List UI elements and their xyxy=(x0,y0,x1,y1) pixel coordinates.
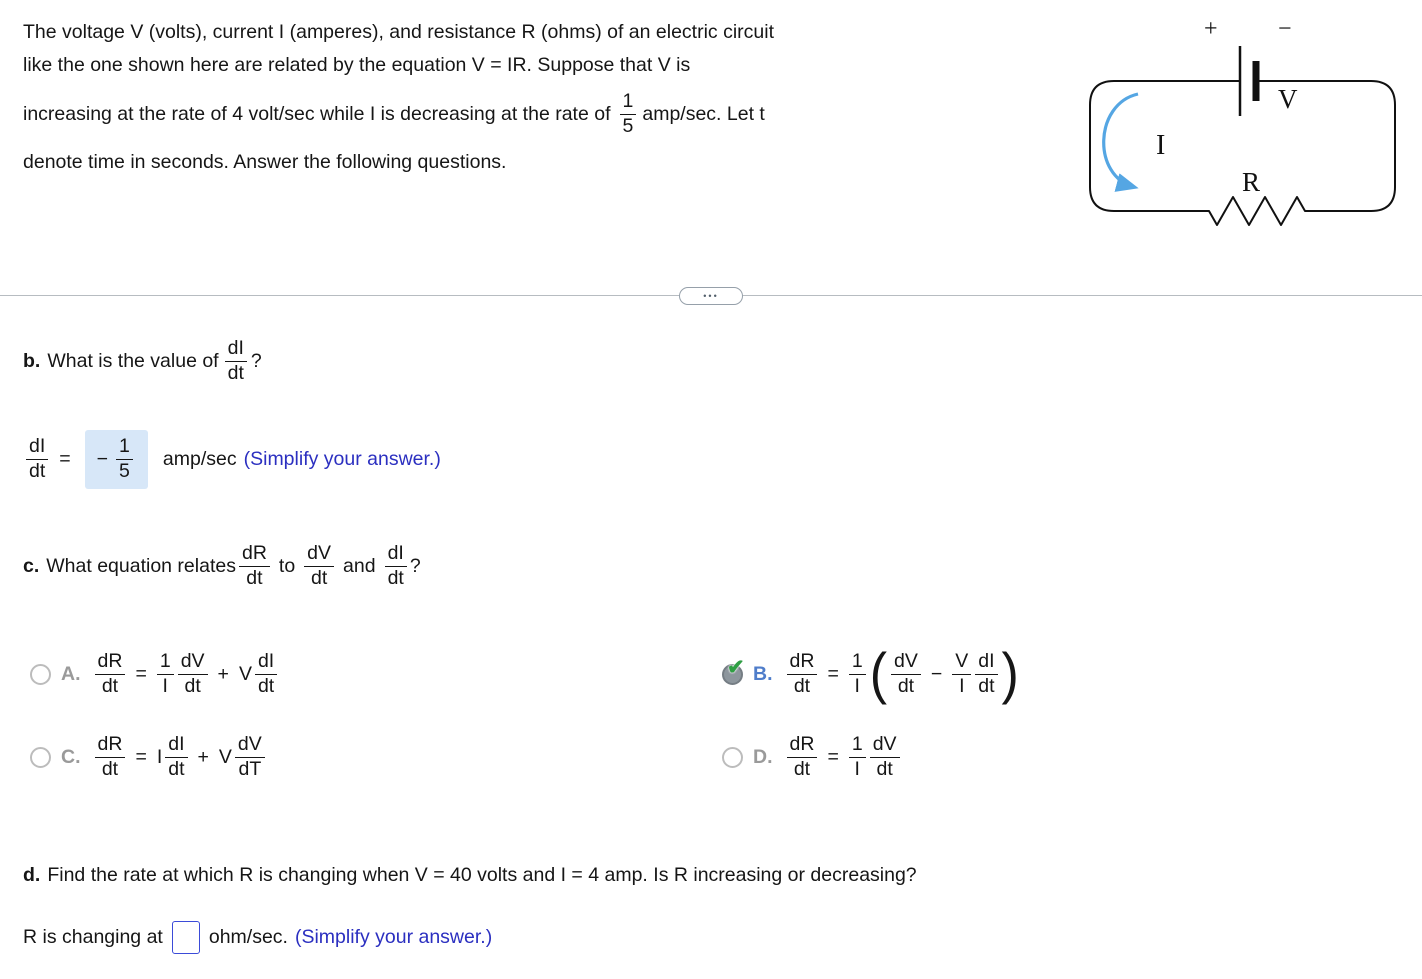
current-label: I xyxy=(1156,130,1166,161)
part-d-question-text: Find the rate at which R is changing when V = 40 volts and I = 4 amp. Is R increasing or decreasing? xyxy=(47,864,917,886)
radio-option-b[interactable] xyxy=(722,655,745,685)
fraction-denominator: dt xyxy=(227,361,244,384)
coefficient-v: V xyxy=(218,745,232,768)
fraction-numerator: dI xyxy=(26,436,48,460)
plus-sign: + xyxy=(217,662,229,685)
fraction-numerator: dV xyxy=(235,734,265,758)
circuit-wire-loop xyxy=(1090,81,1395,225)
didt-fraction xyxy=(385,543,407,590)
simplify-hint: (Simplify your answer.) xyxy=(294,926,493,948)
rate-answer-input[interactable] xyxy=(172,921,200,954)
fraction-denominator: dt xyxy=(29,459,46,482)
problem-line-1: The voltage V (volts), current I (amperes), and resistance R (ohms) of an electric circuit xyxy=(23,21,775,43)
option-b[interactable] xyxy=(722,642,1021,706)
fraction-denominator: I xyxy=(854,674,860,697)
option-b-equation xyxy=(785,642,1021,706)
radio-option-c[interactable] xyxy=(30,747,51,768)
correct-check-icon: ✔ xyxy=(727,655,745,679)
fraction-numerator: V xyxy=(952,651,971,675)
fraction-denominator: dt xyxy=(793,757,811,780)
problem-line-3-pre: increasing at the rate of 4 volt/sec while I is decreasing at the rate of xyxy=(23,102,611,125)
one-over-i-fraction xyxy=(157,651,174,698)
open-paren: ( xyxy=(869,642,888,706)
answer-pre-text: R is changing at xyxy=(23,926,163,948)
fraction-numerator: dR xyxy=(95,734,126,758)
option-c-key: C. xyxy=(61,745,81,768)
fraction-numerator: dV xyxy=(178,651,208,675)
problem-line-3 xyxy=(23,91,1053,138)
option-c-equation xyxy=(93,734,267,781)
option-a-key: A. xyxy=(61,662,81,685)
problem-line-4: denote time in seconds. Answer the following questions. xyxy=(23,150,507,173)
circuit-svg xyxy=(1078,4,1408,242)
plus-sign: + xyxy=(197,745,209,768)
part-b-question-text: What is the value of xyxy=(47,349,219,372)
equals-sign: = xyxy=(135,745,147,768)
fraction-denominator: dt xyxy=(101,674,119,697)
fraction-denominator: I xyxy=(959,674,965,697)
fraction-denominator: dt xyxy=(876,757,893,780)
fraction-denominator: 5 xyxy=(119,459,130,482)
one-over-i-fraction xyxy=(849,651,866,698)
fraction-denominator: dt xyxy=(257,674,275,697)
fraction-denominator: dt xyxy=(101,757,119,780)
didt-fraction xyxy=(165,734,187,781)
part-d-question xyxy=(23,864,917,887)
fraction-numerator: 1 xyxy=(116,436,133,460)
question-mark: ? xyxy=(409,554,421,577)
fraction-numerator: 1 xyxy=(849,651,866,675)
fraction-denominator: dt xyxy=(897,674,915,697)
fraction-numerator: dR xyxy=(787,734,818,758)
fraction-numerator: dI xyxy=(225,338,247,362)
fraction-numerator: dI xyxy=(255,651,277,675)
dvdt-fraction xyxy=(304,543,334,590)
minus-sign: − xyxy=(96,447,109,470)
drdt-fraction xyxy=(95,651,126,698)
coefficient-v: V xyxy=(238,662,252,685)
problem-statement xyxy=(23,16,1053,179)
fraction-numerator: 1 xyxy=(157,651,174,675)
fraction-numerator: 1 xyxy=(849,734,866,758)
question-mark: ? xyxy=(250,349,262,372)
fraction-denominator: dt xyxy=(246,566,263,589)
multiple-choice-options xyxy=(30,642,1021,781)
circuit-diagram xyxy=(1078,4,1408,248)
part-c-question xyxy=(23,543,421,590)
fraction-denominator: I xyxy=(162,674,168,697)
fraction-numerator: dI xyxy=(975,651,997,675)
minus-sign: − xyxy=(930,662,943,685)
dvdt-fraction xyxy=(870,734,900,781)
drdt-fraction xyxy=(787,651,818,698)
v-over-i-fraction xyxy=(952,651,971,698)
option-a-equation xyxy=(93,651,280,698)
equals-sign: = xyxy=(827,745,839,768)
connector-word: to xyxy=(278,554,296,577)
section-divider xyxy=(0,286,1422,306)
dvdt-fraction xyxy=(891,651,921,698)
expand-toggle-button[interactable] xyxy=(679,287,743,305)
fraction-numerator: 1 xyxy=(620,91,637,115)
fraction-denominator: dt xyxy=(310,566,328,589)
part-c-question-text: What equation relates xyxy=(46,554,236,577)
part-c-label: c. xyxy=(23,554,40,577)
answer-box-filled[interactable] xyxy=(85,430,148,489)
resistor-label: R xyxy=(1242,167,1261,197)
didt-fraction xyxy=(975,651,997,698)
option-d-equation xyxy=(785,734,902,781)
option-a[interactable] xyxy=(30,651,722,698)
ellipsis-icon: ••• xyxy=(703,290,719,301)
dvdt-fraction xyxy=(178,651,208,698)
fraction-numerator: dR xyxy=(95,651,126,675)
current-arrow-icon xyxy=(1104,94,1138,187)
fraction-numerator: dV xyxy=(891,651,921,675)
one-over-i-fraction xyxy=(849,734,866,781)
fraction-denominator: dt xyxy=(184,674,201,697)
option-d[interactable] xyxy=(722,734,1021,781)
answer-unit: amp/sec xyxy=(162,447,237,470)
part-d-answer xyxy=(23,921,492,954)
fraction-denominator: dT xyxy=(238,757,262,780)
coefficient-i: I xyxy=(156,745,163,768)
part-b-question xyxy=(23,338,262,385)
fraction-denominator: I xyxy=(854,757,860,780)
fraction-denominator: dt xyxy=(978,674,995,697)
problem-line-3-post: amp/sec. Let t xyxy=(642,102,765,125)
equals-sign: = xyxy=(59,447,71,470)
part-d-label: d. xyxy=(23,864,41,886)
close-paren: ) xyxy=(1001,642,1019,706)
fraction-numerator: dI xyxy=(165,734,187,758)
option-c[interactable] xyxy=(30,734,722,781)
fraction-numerator: dR xyxy=(239,543,270,567)
equals-sign: = xyxy=(135,662,147,685)
fraction-denominator: 5 xyxy=(622,114,634,137)
dvdt-fraction xyxy=(235,734,265,781)
fraction-numerator: dI xyxy=(385,543,407,567)
fraction-numerator: dV xyxy=(304,543,334,567)
part-b-label: b. xyxy=(23,349,41,372)
fraction-numerator: dR xyxy=(787,651,818,675)
drdt-fraction xyxy=(95,734,126,781)
drdt-fraction xyxy=(787,734,818,781)
equals-sign: = xyxy=(827,662,839,685)
answer-unit: ohm/sec. xyxy=(208,926,288,948)
didt-fraction xyxy=(255,651,277,698)
battery-plus-label: + xyxy=(1204,16,1218,42)
didt-fraction xyxy=(225,338,247,385)
fraction-denominator: dt xyxy=(793,674,811,697)
drdt-fraction xyxy=(239,543,270,590)
simplify-hint: (Simplify your answer.) xyxy=(243,447,441,470)
fraction-denominator: dt xyxy=(387,566,404,589)
option-b-key: B. xyxy=(753,662,773,685)
voltage-label: V xyxy=(1278,84,1298,114)
option-d-key: D. xyxy=(753,745,773,768)
rate-fraction xyxy=(620,91,637,138)
radio-option-a[interactable] xyxy=(30,664,51,685)
didt-fraction xyxy=(26,436,48,483)
connector-word: and xyxy=(343,554,376,577)
fraction-denominator: dt xyxy=(168,757,185,780)
answer-fraction xyxy=(116,436,133,483)
fraction-numerator: dV xyxy=(870,734,900,758)
battery-minus-label: − xyxy=(1278,16,1292,42)
radio-option-d[interactable] xyxy=(722,747,743,768)
problem-line-2: like the one shown here are related by the equation V = IR. Suppose that V is xyxy=(23,54,691,76)
part-b-answer xyxy=(23,430,441,489)
